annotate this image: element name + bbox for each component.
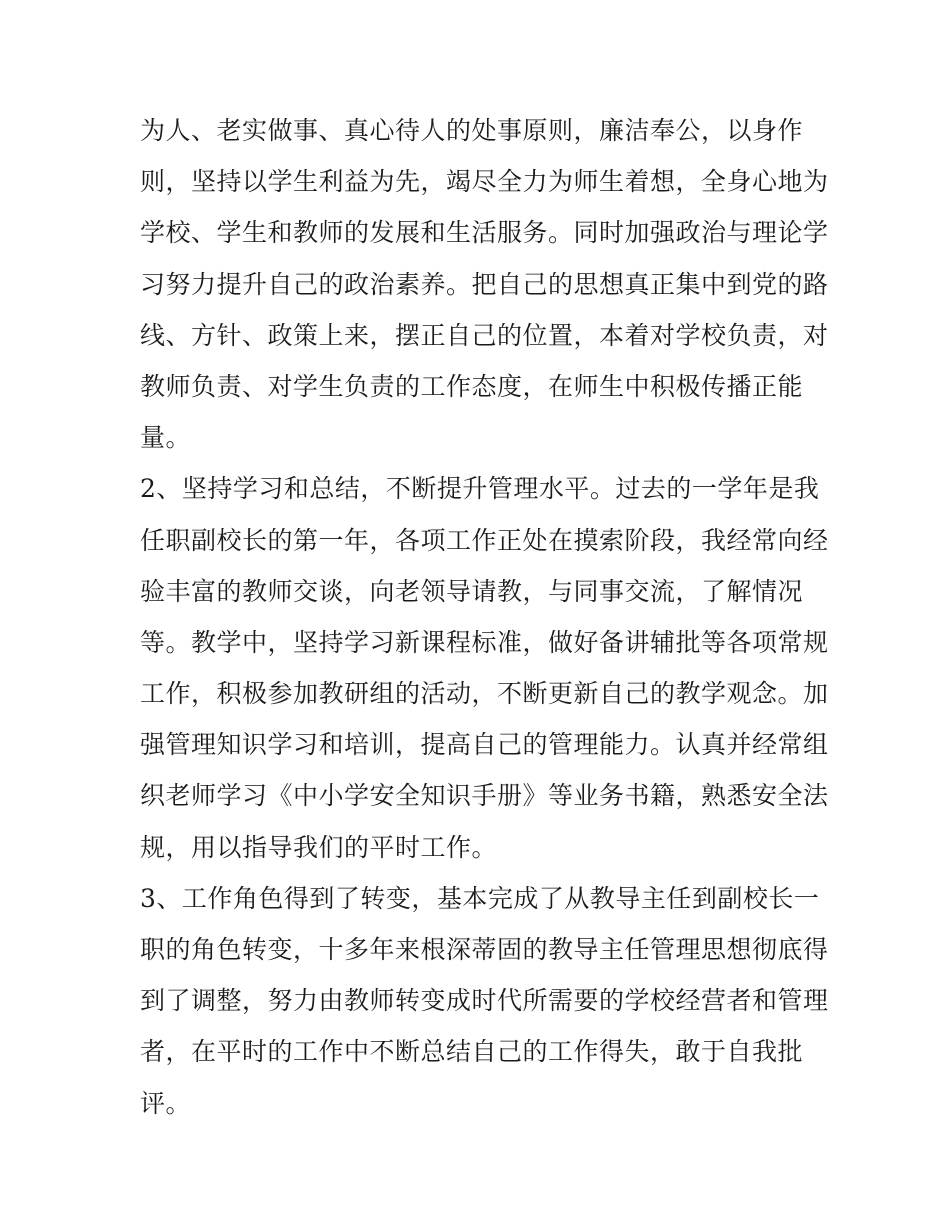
- text-line: 强管理知识学习和培训，提高自己的管理能力。认真并经常组: [140, 730, 829, 760]
- text-line: 习努力提升自己的政治素养。把自己的思想真正集中到党的路: [140, 269, 829, 299]
- text-line: 织老师学习《中小学安全知识手册》等业务书籍，熟悉安全法: [140, 781, 829, 811]
- text-line: 职的角色转变，十多年来根深蒂固的教导主任管理思想彻底得: [140, 935, 829, 964]
- text-line: 为人、老实做事、真心待人的处事原则，廉洁奉公，以身作: [140, 116, 804, 145]
- text-line: 到了调整，努力由教师转变成时代所需要的学校经营者和管理: [140, 986, 829, 1016]
- text-line: 规，用以指导我们的平时工作。: [140, 832, 498, 862]
- text-line: 验丰富的教师交谈，向老领导请教，与同事交流，了解情况: [140, 576, 804, 606]
- text-line: 教师负责、对学生负责的工作态度，在师生中积极传播正能: [140, 371, 804, 401]
- text-line: 工作，积极参加教研组的活动，不断更新自己的教学观念。加: [140, 679, 829, 709]
- text-line: 量。: [140, 423, 192, 453]
- text-line: 则，坚持以学生利益为先，竭尽全力为师生着想，全身心地为: [140, 167, 829, 197]
- text-line: 等。教学中，坚持学习新课程标准，做好备讲辅批等各项常规: [140, 627, 829, 657]
- text-line: 学校、学生和教师的发展和生活服务。同时加强政治与理论学: [140, 218, 829, 248]
- document-body: [140, 105, 829, 1129]
- text-line: 评。: [140, 1088, 192, 1118]
- text-line: 任职副校长的第一年，各项工作正处在摸索阶段，我经常向经: [140, 525, 829, 555]
- text-line: 2、坚持学习和总结，不断提升管理水平。过去的一学年是我: [140, 474, 820, 504]
- text-line: 者，在平时的工作中不断总结自己的工作得失，敢于自我批: [140, 1037, 804, 1067]
- text-line: 3、工作角色得到了转变，基本完成了从教导主任到副校长一: [140, 883, 820, 913]
- text-line: 线、方针、政策上来，摆正自己的位置，本着对学校负责，对: [140, 320, 829, 350]
